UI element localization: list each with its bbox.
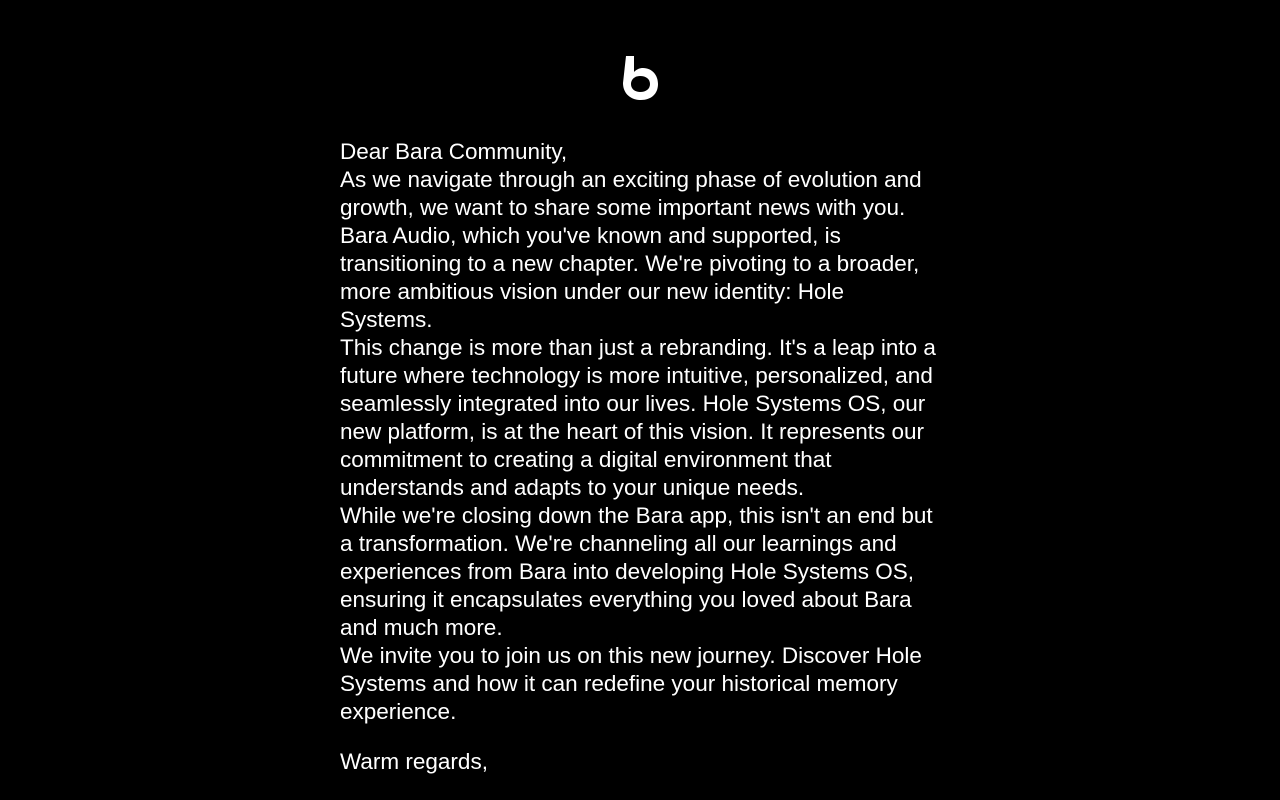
letter-sign-off: Warm regards, bbox=[340, 749, 488, 774]
letter-body bbox=[340, 138, 940, 776]
letter-paragraph-1: As we navigate through an exciting phase of evolution and growth, we want to share some important news with you. Bara Audio, which you've known and supported, is transitioning to a new chapter. We're pivoting to a broader, more ambitious vision under our new identity: Hole Systems. bbox=[340, 167, 922, 332]
letter-paragraph-4: We invite you to join us on this new journey. Discover Hole Systems and how it can redefine your historical memory experience. bbox=[340, 643, 922, 724]
letter-greeting: Dear Bara Community, bbox=[340, 139, 568, 164]
bara-logo-icon bbox=[620, 54, 660, 102]
letter-paragraph-2: This change is more than just a rebranding. It's a leap into a future where technology is more intuitive, personalized, and seamlessly integrated into our lives. Hole Systems OS, our new platform, is at the heart of this vision. It represents our commitment to creating a digital environment that understands and adapts to your unique needs. bbox=[340, 335, 936, 500]
letter-paragraph-3: While we're closing down the Bara app, this isn't an end but a transformation. We're channeling all our learnings and experiences from Bara into developing Hole Systems OS, ensuring it encapsulates everything you loved about Bara and much more. bbox=[340, 503, 933, 640]
